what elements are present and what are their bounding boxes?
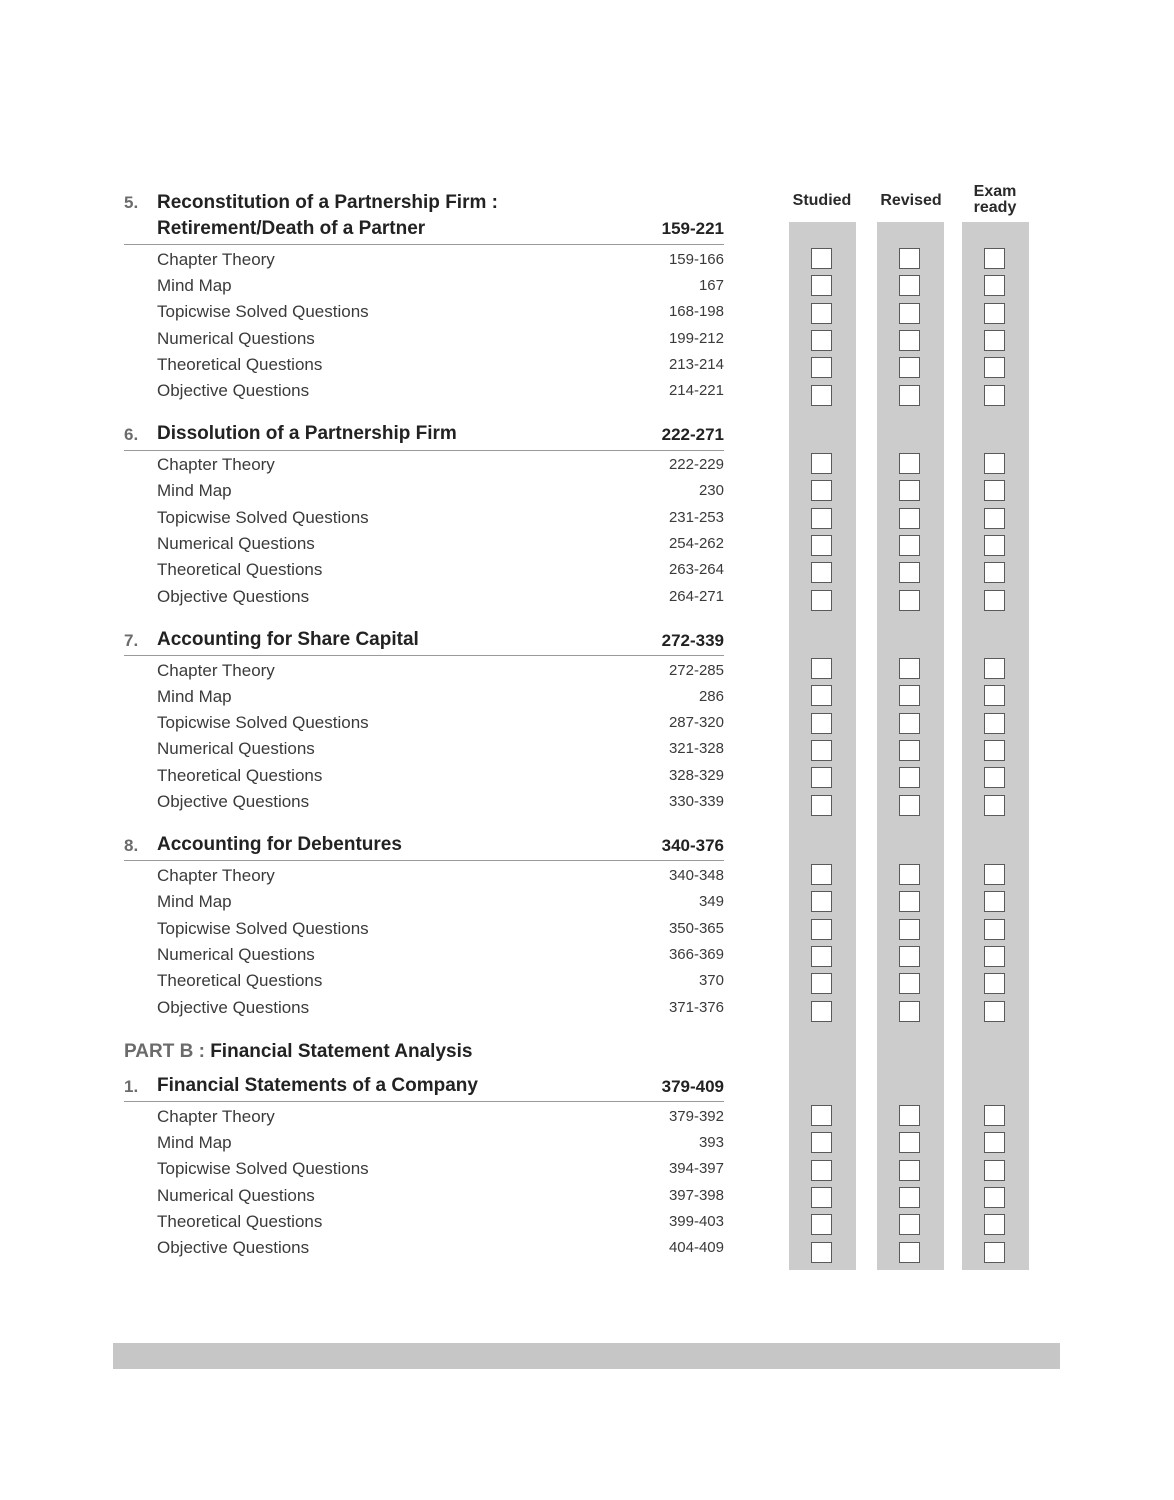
item-label: Topicwise Solved Questions [157, 302, 369, 321]
list-item [124, 299, 724, 325]
item-pages: 366-369 [668, 946, 724, 963]
item-pages: 230 [698, 482, 724, 499]
item-pages: 330-339 [668, 793, 724, 810]
revised-checkbox[interactable] [899, 303, 920, 324]
item-pages: 370 [698, 972, 724, 989]
exam-ready-checkbox[interactable] [984, 562, 1005, 583]
list-item [124, 478, 724, 504]
revised-checkbox[interactable] [899, 658, 920, 679]
revised-checkbox[interactable] [899, 767, 920, 788]
column-header-exam-ready-line1: Exam [973, 183, 1017, 200]
item-label: Chapter Theory [157, 661, 275, 680]
column-header-revised: Revised [880, 192, 942, 209]
revised-checkbox[interactable] [899, 590, 920, 611]
list-item [124, 889, 724, 915]
item-label: Numerical Questions [157, 329, 315, 348]
item-label: Numerical Questions [157, 1186, 315, 1205]
item-pages: 264-271 [668, 588, 724, 605]
list-item [124, 995, 724, 1021]
revised-checkbox[interactable] [899, 1132, 920, 1153]
item-pages: 404-409 [668, 1239, 724, 1256]
studied-checkbox[interactable] [811, 1160, 832, 1181]
list-item [124, 916, 724, 942]
chapter-title-line2: Retirement/Death of a Partner [157, 218, 426, 239]
exam-ready-checkbox[interactable] [984, 795, 1005, 816]
list-item [124, 1130, 724, 1156]
item-label: Objective Questions [157, 998, 310, 1017]
chapter-number: 8. [124, 836, 139, 855]
revised-checkbox[interactable] [899, 891, 920, 912]
studied-checkbox[interactable] [811, 590, 832, 611]
revised-checkbox[interactable] [899, 562, 920, 583]
revised-checkbox[interactable] [899, 385, 920, 406]
item-pages: 168-198 [668, 303, 724, 320]
revised-checkbox[interactable] [899, 740, 920, 761]
chapter-divider [124, 244, 724, 245]
exam-ready-checkbox[interactable] [984, 973, 1005, 994]
item-pages: 199-212 [668, 330, 724, 347]
exam-ready-checkbox[interactable] [984, 740, 1005, 761]
exam-ready-checkbox[interactable] [984, 767, 1005, 788]
studied-checkbox[interactable] [811, 303, 832, 324]
studied-checkbox[interactable] [811, 713, 832, 734]
exam-ready-checkbox[interactable] [984, 480, 1005, 501]
revised-checkbox[interactable] [899, 1160, 920, 1181]
chapter-title: Financial Statements of a Company [157, 1075, 478, 1096]
item-pages: 399-403 [668, 1213, 724, 1230]
exam-ready-checkbox[interactable] [984, 1187, 1005, 1208]
revised-checkbox[interactable] [899, 685, 920, 706]
studied-checkbox[interactable] [811, 685, 832, 706]
exam-ready-checkbox[interactable] [984, 330, 1005, 351]
list-item [124, 326, 724, 352]
item-pages: 231-253 [668, 509, 724, 526]
exam-ready-checkbox[interactable] [984, 1132, 1005, 1153]
studied-checkbox[interactable] [811, 357, 832, 378]
studied-checkbox[interactable] [811, 562, 832, 583]
chapter-number: 7. [124, 631, 139, 650]
item-label: Chapter Theory [157, 250, 275, 269]
list-item [124, 658, 724, 684]
item-label: Objective Questions [157, 381, 310, 400]
studied-checkbox[interactable] [811, 1105, 832, 1126]
studied-checkbox[interactable] [811, 453, 832, 474]
list-item [124, 273, 724, 299]
revised-checkbox[interactable] [899, 1001, 920, 1022]
item-pages: 371-376 [668, 999, 724, 1016]
item-label: Chapter Theory [157, 455, 275, 474]
item-pages: 340-348 [668, 867, 724, 884]
item-label: Numerical Questions [157, 534, 315, 553]
exam-ready-checkbox[interactable] [984, 1160, 1005, 1181]
studied-checkbox[interactable] [811, 795, 832, 816]
item-pages: 397-398 [668, 1187, 724, 1204]
item-pages: 263-264 [668, 561, 724, 578]
list-item [124, 789, 724, 815]
exam-ready-checkbox[interactable] [984, 713, 1005, 734]
item-pages: 214-221 [668, 382, 724, 399]
exam-ready-checkbox[interactable] [984, 864, 1005, 885]
item-pages: 350-365 [668, 920, 724, 937]
studied-checkbox[interactable] [811, 919, 832, 940]
list-item [124, 1209, 724, 1235]
revised-checkbox[interactable] [899, 453, 920, 474]
revised-checkbox[interactable] [899, 248, 920, 269]
item-pages: 167 [698, 277, 724, 294]
chapter-number: 1. [124, 1077, 139, 1096]
studied-checkbox[interactable] [811, 740, 832, 761]
revised-checkbox[interactable] [899, 973, 920, 994]
revised-checkbox[interactable] [899, 1105, 920, 1126]
item-label: Mind Map [157, 481, 232, 500]
exam-ready-checkbox[interactable] [984, 508, 1005, 529]
revised-checkbox[interactable] [899, 480, 920, 501]
item-label: Topicwise Solved Questions [157, 919, 369, 938]
exam-ready-checkbox[interactable] [984, 385, 1005, 406]
chapter-page-range: 222-271 [661, 425, 724, 444]
studied-checkbox[interactable] [811, 1242, 832, 1263]
exam-ready-checkbox[interactable] [984, 357, 1005, 378]
studied-checkbox[interactable] [811, 1132, 832, 1153]
revised-checkbox[interactable] [899, 713, 920, 734]
list-item [124, 247, 724, 273]
studied-checkbox[interactable] [811, 275, 832, 296]
item-pages: 393 [698, 1134, 724, 1151]
list-item [124, 378, 724, 404]
exam-ready-checkbox[interactable] [984, 1001, 1005, 1022]
item-label: Theoretical Questions [157, 1212, 323, 1231]
studied-checkbox[interactable] [811, 767, 832, 788]
item-label: Numerical Questions [157, 945, 315, 964]
exam-ready-checkbox[interactable] [984, 590, 1005, 611]
list-item [124, 1183, 724, 1209]
exam-ready-checkbox[interactable] [984, 658, 1005, 679]
revised-checkbox[interactable] [899, 357, 920, 378]
list-item [124, 1235, 724, 1261]
item-pages: 254-262 [668, 535, 724, 552]
list-item [124, 352, 724, 378]
item-pages: 321-328 [668, 740, 724, 757]
chapter-title: Dissolution of a Partnership Firm [157, 423, 457, 444]
chapter-page-range: 272-339 [661, 631, 724, 650]
studied-checkbox[interactable] [811, 658, 832, 679]
item-label: Topicwise Solved Questions [157, 1159, 369, 1178]
item-pages: 379-392 [668, 1108, 724, 1125]
item-label: Topicwise Solved Questions [157, 713, 369, 732]
studied-checkbox[interactable] [811, 1187, 832, 1208]
chapter-page-range: 159-221 [661, 219, 724, 238]
list-item [124, 1156, 724, 1182]
studied-checkbox[interactable] [811, 973, 832, 994]
revised-checkbox[interactable] [899, 919, 920, 940]
revised-checkbox[interactable] [899, 508, 920, 529]
chapter-divider [124, 655, 724, 656]
item-label: Objective Questions [157, 1238, 310, 1257]
item-pages: 286 [698, 688, 724, 705]
list-item [124, 763, 724, 789]
exam-ready-checkbox[interactable] [984, 946, 1005, 967]
item-label: Mind Map [157, 1133, 232, 1152]
list-item [124, 968, 724, 994]
list-item [124, 505, 724, 531]
revised-checkbox[interactable] [899, 1187, 920, 1208]
item-label: Theoretical Questions [157, 766, 323, 785]
item-label: Theoretical Questions [157, 560, 323, 579]
revised-checkbox[interactable] [899, 330, 920, 351]
item-pages: 349 [698, 893, 724, 910]
item-label: Objective Questions [157, 587, 310, 606]
footer-bar [113, 1343, 1060, 1369]
exam-ready-checkbox[interactable] [984, 1214, 1005, 1235]
chapter-divider [124, 450, 724, 451]
exam-ready-checkbox[interactable] [984, 248, 1005, 269]
chapter-divider [124, 1101, 724, 1102]
chapter-number: 5. [124, 193, 139, 212]
item-label: Mind Map [157, 687, 232, 706]
chapter-page-range: 379-409 [661, 1077, 724, 1096]
item-pages: 213-214 [668, 356, 724, 373]
revised-checkbox[interactable] [899, 946, 920, 967]
chapter-number: 6. [124, 425, 139, 444]
list-item [124, 684, 724, 710]
revised-checkbox[interactable] [899, 795, 920, 816]
chapter-title: Accounting for Debentures [157, 834, 402, 855]
item-label: Chapter Theory [157, 1107, 275, 1126]
studied-checkbox[interactable] [811, 891, 832, 912]
exam-ready-checkbox[interactable] [984, 453, 1005, 474]
studied-checkbox[interactable] [811, 248, 832, 269]
list-item [124, 584, 724, 610]
list-item [124, 1104, 724, 1130]
list-item [124, 531, 724, 557]
item-pages: 222-229 [668, 456, 724, 473]
exam-ready-checkbox[interactable] [984, 1242, 1005, 1263]
chapter-title: Accounting for Share Capital [157, 629, 419, 650]
item-label: Objective Questions [157, 792, 310, 811]
column-header-studied: Studied [792, 192, 852, 209]
studied-checkbox[interactable] [811, 864, 832, 885]
chapter-title: Reconstitution of a Partnership Firm : [157, 192, 498, 213]
exam-ready-checkbox[interactable] [984, 535, 1005, 556]
item-pages: 159-166 [668, 251, 724, 268]
column-header-exam-ready [950, 184, 1040, 216]
list-item [124, 557, 724, 583]
list-item [124, 452, 724, 478]
studied-checkbox[interactable] [811, 1214, 832, 1235]
part-title: Financial Statement Analysis [210, 1041, 473, 1062]
studied-checkbox[interactable] [811, 508, 832, 529]
item-label: Mind Map [157, 892, 232, 911]
list-item [124, 710, 724, 736]
revised-checkbox[interactable] [899, 1242, 920, 1263]
exam-ready-checkbox[interactable] [984, 919, 1005, 940]
item-label: Numerical Questions [157, 739, 315, 758]
item-label: Chapter Theory [157, 866, 275, 885]
exam-ready-checkbox[interactable] [984, 303, 1005, 324]
exam-ready-checkbox[interactable] [984, 685, 1005, 706]
item-pages: 394-397 [668, 1160, 724, 1177]
exam-ready-checkbox[interactable] [984, 275, 1005, 296]
revised-checkbox[interactable] [899, 535, 920, 556]
part-heading [124, 1039, 472, 1065]
chapter-page-range: 340-376 [661, 836, 724, 855]
exam-ready-checkbox[interactable] [984, 1105, 1005, 1126]
item-label: Theoretical Questions [157, 971, 323, 990]
studied-checkbox[interactable] [811, 1001, 832, 1022]
studied-checkbox[interactable] [811, 385, 832, 406]
list-item [124, 942, 724, 968]
part-prefix: PART B : [124, 1041, 211, 1062]
list-item [124, 863, 724, 889]
studied-checkbox[interactable] [811, 330, 832, 351]
revised-checkbox[interactable] [899, 864, 920, 885]
revised-checkbox[interactable] [899, 275, 920, 296]
item-label: Mind Map [157, 276, 232, 295]
item-label: Topicwise Solved Questions [157, 508, 369, 527]
item-label: Theoretical Questions [157, 355, 323, 374]
item-pages: 328-329 [668, 767, 724, 784]
chapter-divider [124, 860, 724, 861]
revised-checkbox[interactable] [899, 1214, 920, 1235]
item-pages: 272-285 [668, 662, 724, 679]
studied-checkbox[interactable] [811, 535, 832, 556]
studied-checkbox[interactable] [811, 946, 832, 967]
exam-ready-checkbox[interactable] [984, 891, 1005, 912]
item-pages: 287-320 [668, 714, 724, 731]
list-item [124, 736, 724, 762]
column-header-exam-ready-line2: ready [973, 199, 1017, 216]
studied-checkbox[interactable] [811, 480, 832, 501]
